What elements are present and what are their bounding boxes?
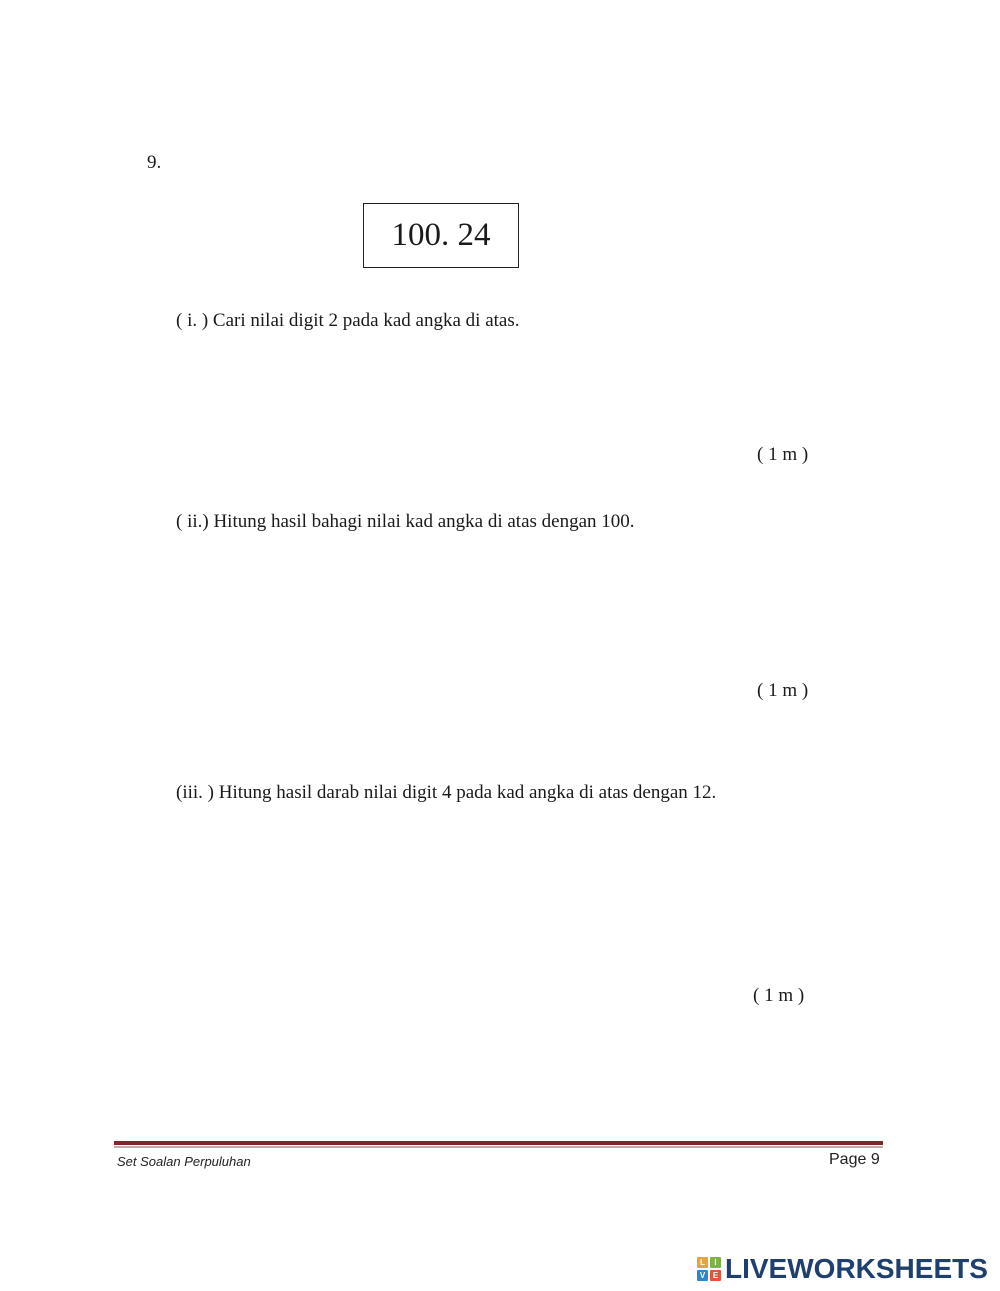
brand-name: LIVEWORKSHEETS	[725, 1253, 988, 1284]
question-number: 9.	[147, 152, 162, 173]
footer-rule-shadow	[114, 1146, 883, 1148]
part-i-mark: ( 1 m )	[757, 444, 809, 465]
part-ii-mark: ( 1 m )	[757, 680, 809, 701]
part-i-text: ( i. ) Cari nilai digit 2 pada kad angka di atas.	[176, 310, 520, 331]
part-ii-text: ( ii.) Hitung hasil bahagi nilai kad angka di atas dengan 100.	[176, 511, 635, 532]
page-number: Page 9	[829, 1151, 880, 1168]
number-card: 100. 24	[363, 203, 519, 268]
footer-title: Set Soalan Perpuluhan	[117, 1154, 251, 1169]
logo-letter-i: I	[710, 1257, 721, 1268]
part-iii-mark: ( 1 m )	[753, 985, 805, 1006]
logo-letter-l: L	[697, 1257, 708, 1268]
logo-letter-e: E	[710, 1270, 721, 1281]
logo-letter-v: V	[697, 1270, 708, 1281]
part-iii-text: (iii. ) Hitung hasil darab nilai digit 4 pada kad angka di atas dengan 12.	[176, 782, 717, 803]
liveworksheets-brand	[697, 1253, 988, 1285]
liveworksheets-logo-icon	[697, 1257, 721, 1281]
footer-rule	[114, 1141, 883, 1145]
